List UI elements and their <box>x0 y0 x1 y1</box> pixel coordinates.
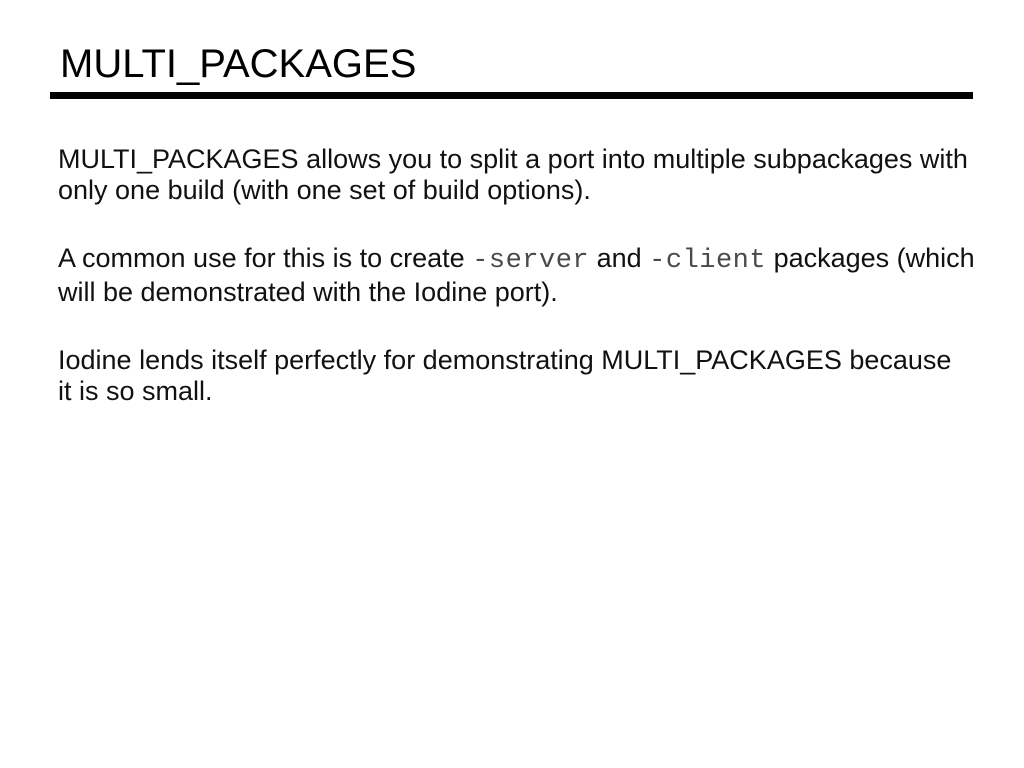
title-underline-rule <box>50 92 973 99</box>
code-term-server: -server <box>472 246 590 276</box>
common-use-text-between-codes: and <box>589 243 650 273</box>
slide-body <box>58 144 988 444</box>
paragraph-common-use-line-1 <box>58 243 988 277</box>
paragraph-common-use <box>58 243 988 308</box>
paragraph-iodine-line-1: Iodine lends itself perfectly for demonstrating MULTI_PACKAGES because <box>58 345 952 375</box>
paragraph-iodine-line-2: it is so small. <box>58 376 213 406</box>
paragraph-intro-line-2: only one build (with one set of build options). <box>58 175 591 205</box>
paragraph-intro <box>58 144 988 206</box>
page-title: MULTI_PACKAGES <box>60 42 417 86</box>
code-term-client: -client <box>649 246 767 276</box>
paragraph-iodine <box>58 345 988 407</box>
common-use-text-before-server: A common use for this is to create <box>58 243 473 273</box>
common-use-text-after-client: packages (which <box>766 243 975 273</box>
paragraph-common-use-line-2: will be demonstrated with the Iodine port). <box>58 277 558 307</box>
paragraph-intro-line-1: MULTI_PACKAGES allows you to split a port into multiple subpackages with <box>58 144 968 174</box>
